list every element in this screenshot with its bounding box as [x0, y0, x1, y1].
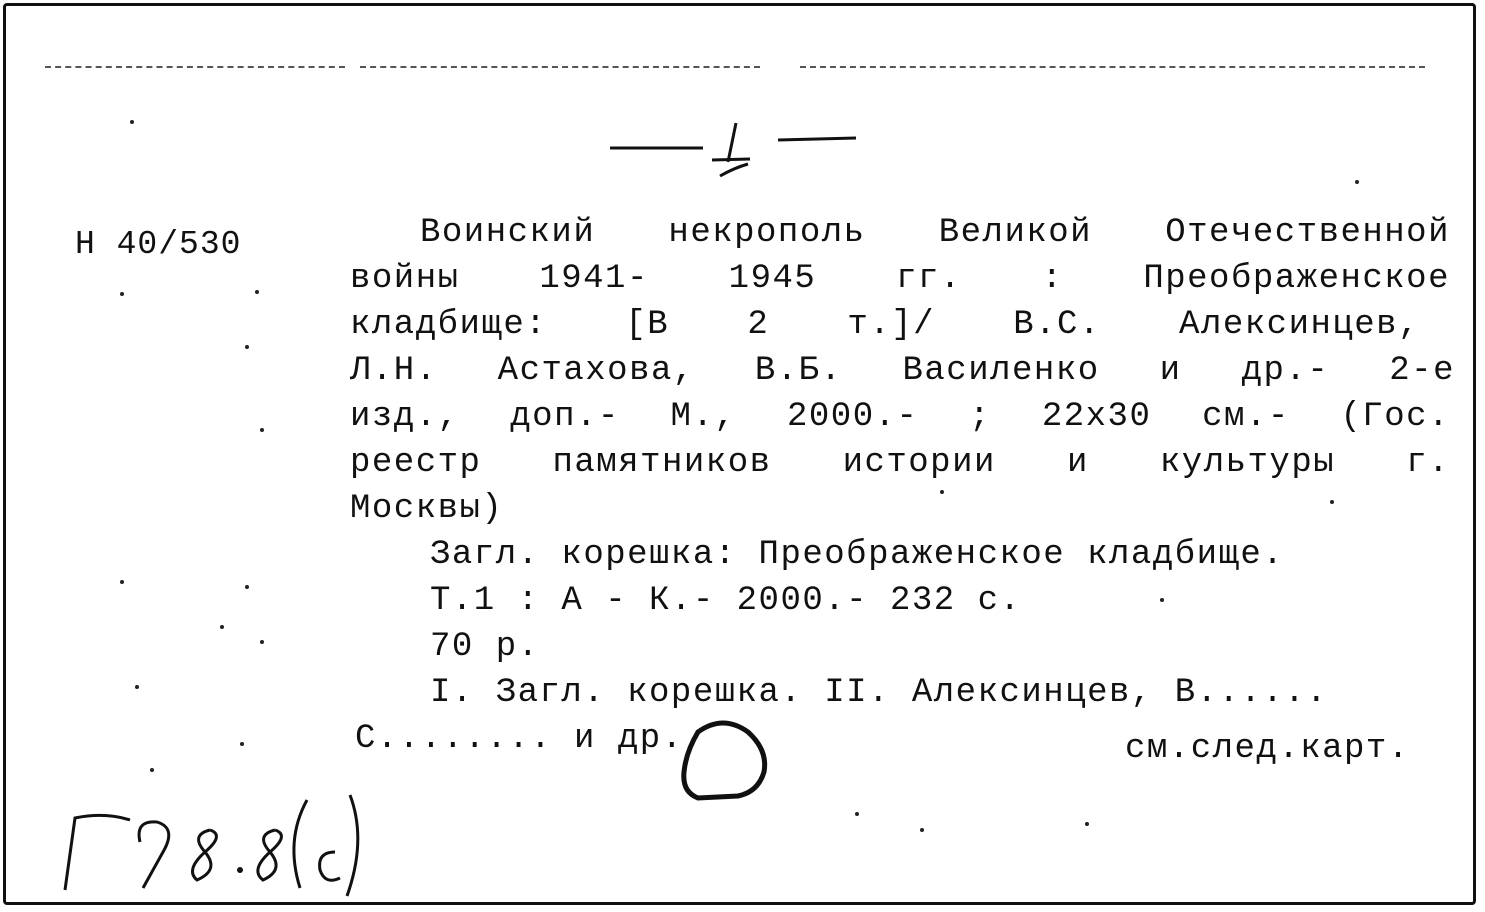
handwritten-classification	[45, 790, 375, 900]
note-line: Загл. корешка: Преображенское кладбище.	[430, 536, 1285, 574]
scan-speck	[245, 345, 249, 349]
top-divider	[45, 66, 345, 68]
top-divider	[360, 66, 760, 68]
shelf-mark: Н 40/530	[75, 226, 242, 263]
scan-speck	[255, 290, 259, 294]
scan-speck	[135, 685, 139, 689]
scan-speck	[150, 768, 154, 772]
scan-speck	[245, 585, 249, 589]
scan-speck	[240, 742, 244, 746]
description-line: Москвы)	[350, 490, 504, 528]
scan-speck	[920, 828, 924, 832]
scan-speck	[260, 428, 264, 432]
scan-speck	[1160, 598, 1164, 602]
scan-speck	[855, 812, 859, 816]
scan-speck	[1330, 500, 1334, 504]
card-number-mark	[608, 118, 858, 188]
tracings-line: С........ и др.	[355, 720, 684, 758]
description-line: реестр памятников истории и культуры г.	[350, 444, 1450, 482]
price-line: 70 р.	[430, 628, 540, 666]
volume-line: Т.1 : А - К.- 2000.- 232 с.	[430, 582, 1022, 620]
description-line: войны 1941- 1945 гг. : Преображенское	[350, 260, 1450, 298]
scan-speck	[1085, 822, 1089, 826]
tracings-line: I. Загл. корешка. II. Алексинцев, В......	[430, 674, 1329, 712]
scan-speck	[120, 292, 124, 296]
description-line: изд., доп.- М., 2000.- ; 22х30 см.- (Гос.	[350, 398, 1450, 436]
ink-stamp	[668, 712, 778, 812]
description-line: Воинский некрополь Великой Отечественной	[420, 214, 1450, 252]
scan-speck	[120, 580, 124, 584]
description-line: Л.Н. Астахова, В.Б. Василенко и др.- 2-е	[350, 352, 1455, 390]
scan-speck	[940, 490, 944, 494]
scan-speck	[1355, 180, 1359, 184]
top-divider	[800, 66, 1425, 68]
scan-speck	[130, 120, 134, 124]
description-line: кладбище: [В 2 т.]/ В.С. Алексинцев,	[350, 306, 1420, 344]
scan-speck	[220, 625, 224, 629]
continuation-note: см.след.карт.	[1125, 730, 1410, 768]
scan-speck	[260, 640, 264, 644]
